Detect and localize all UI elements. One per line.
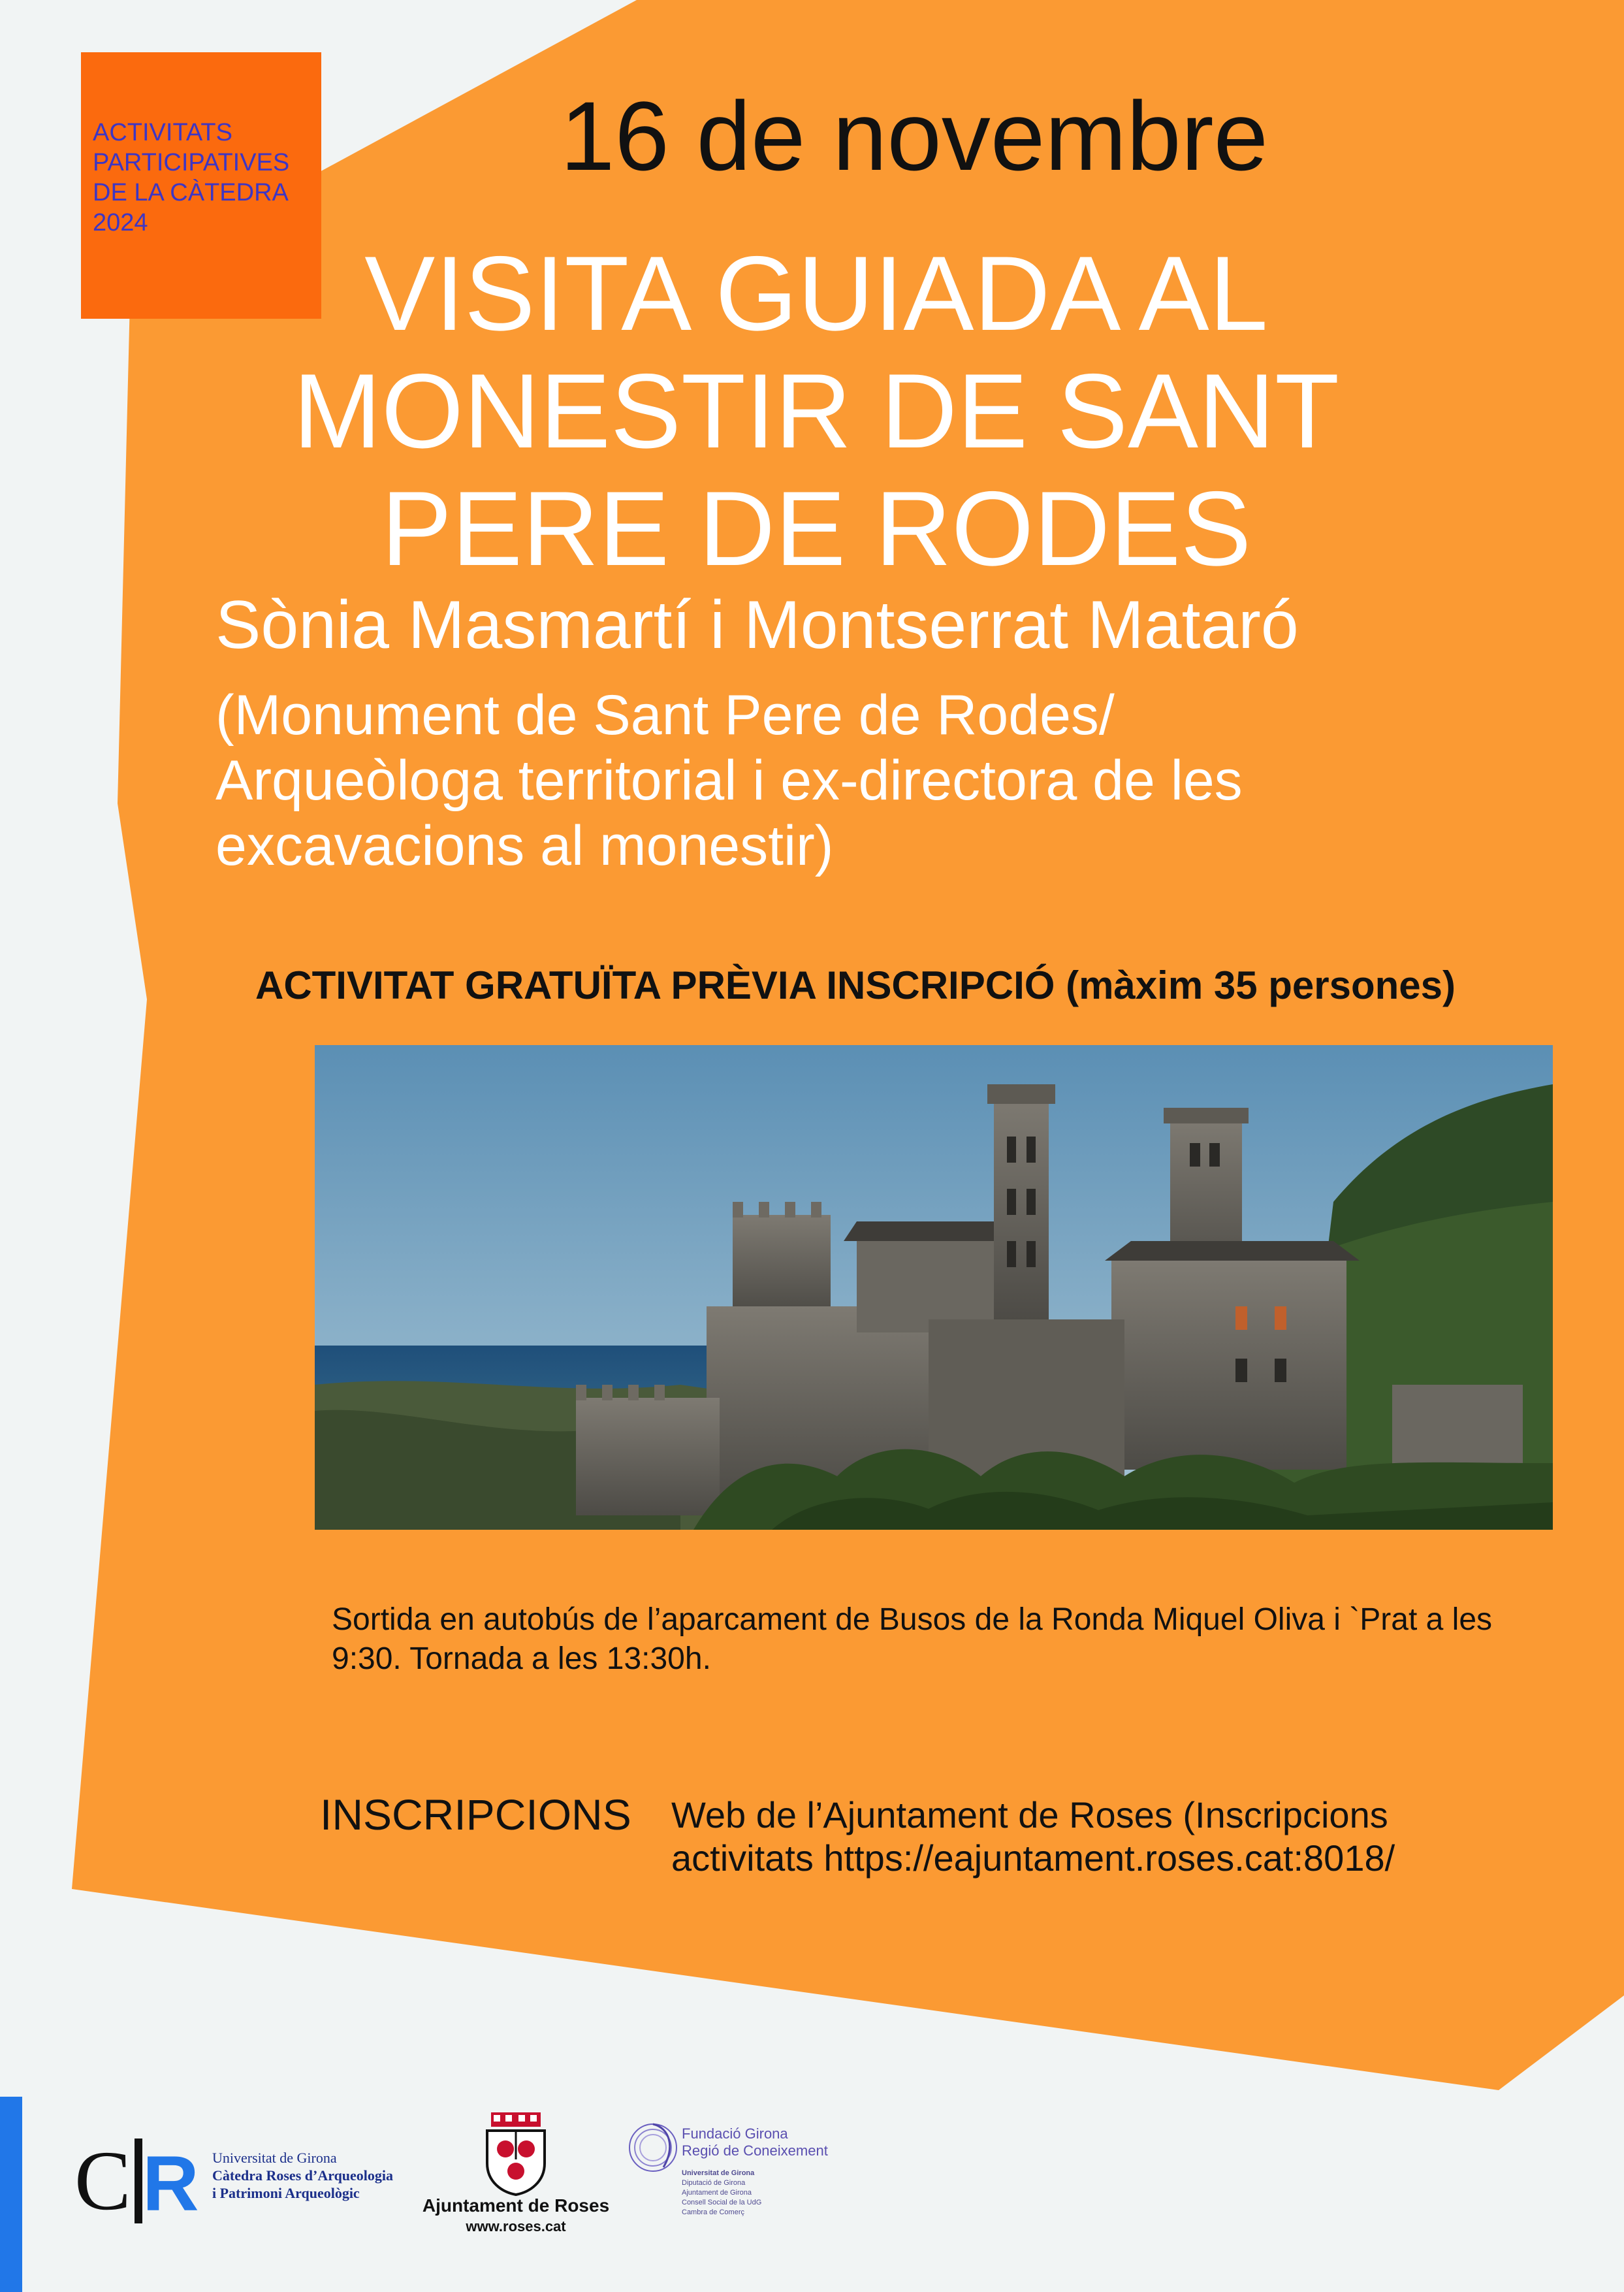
badge-line: ACTIVITATS bbox=[93, 119, 232, 146]
departure-line: Sortida en autobús de l’aparcament de Busos de la Ronda Miquel Oliva i `Prat a les bbox=[332, 1602, 1493, 1637]
inscriptions-line: Web de l’Ajuntament de Roses (Inscripcions bbox=[671, 1794, 1388, 1835]
event-title bbox=[274, 235, 1358, 588]
svg-text:C: C bbox=[74, 2134, 131, 2228]
accent-bar bbox=[0, 2097, 22, 2292]
badge-line: DE LA CÀTEDRA bbox=[93, 179, 289, 206]
title-line: VISITA GUIADA AL bbox=[364, 234, 1268, 353]
fundacio-member: Cambra de Comerç bbox=[682, 2208, 744, 2216]
badge-line: 2024 bbox=[93, 209, 148, 236]
fundacio-member: Ajuntament de Girona bbox=[682, 2189, 752, 2197]
catedra-line: i Patrimoni Arqueològic bbox=[212, 2185, 360, 2201]
roses-coat-of-arms-icon bbox=[482, 2111, 550, 2196]
affiliation-line: excavacions al monestir) bbox=[215, 815, 834, 877]
catedra-logo-icon bbox=[71, 2131, 214, 2229]
fundacio-name-line: Fundació Girona bbox=[682, 2125, 788, 2142]
fundacio-girona-name bbox=[682, 2125, 828, 2159]
catedra-line: Càtedra Roses d’Arqueologia bbox=[212, 2167, 394, 2184]
fundacio-member: Universitat de Girona bbox=[682, 2169, 755, 2177]
fundacio-member: Diputació de Girona bbox=[682, 2179, 746, 2187]
title-line: PERE DE RODES bbox=[381, 470, 1252, 588]
title-line: MONESTIR DE SANT bbox=[293, 352, 1340, 470]
catedra-logo-text bbox=[212, 2149, 393, 2202]
affiliation-line: Arqueòloga territorial i ex-directora de les bbox=[215, 749, 1243, 812]
inscriptions-label: INSCRIPCIONS bbox=[320, 1790, 631, 1839]
fundacio-girona-logo-icon bbox=[624, 2115, 683, 2180]
inscriptions-link[interactable] bbox=[671, 1794, 1395, 1880]
svg-text:R: R bbox=[142, 2140, 199, 2227]
fundacio-name-line: Regió de Coneixement bbox=[682, 2142, 828, 2159]
free-activity-notice: ACTIVITAT GRATUÏTA PRÈVIA INSCRIPCIÓ (màxim 35 persones) bbox=[255, 963, 1456, 1007]
ajuntament-roses-name: Ajuntament de Roses bbox=[422, 2195, 610, 2216]
speakers: Sònia Masmartí i Montserrat Mataró bbox=[215, 587, 1299, 663]
fundacio-girona-members bbox=[682, 2169, 761, 2218]
event-date: 16 de novembre bbox=[560, 81, 1269, 191]
inscriptions-line: activitats https://eajuntament.roses.cat:8018/ bbox=[671, 1837, 1395, 1879]
speakers-affiliation bbox=[215, 683, 1561, 879]
category-badge-text bbox=[93, 118, 328, 238]
affiliation-line: (Monument de Sant Pere de Rodes/ bbox=[215, 684, 1115, 747]
fundacio-member: Consell Social de la UdG bbox=[682, 2199, 762, 2206]
ajuntament-roses-url[interactable]: www.roses.cat bbox=[466, 2218, 566, 2235]
departure-line: 9:30. Tornada a les 13:30h. bbox=[332, 1641, 711, 1676]
badge-line: PARTICIPATIVES bbox=[93, 149, 290, 176]
departure-info bbox=[332, 1600, 1572, 1679]
catedra-line: Universitat de Girona bbox=[212, 2150, 337, 2166]
monastery-photo bbox=[315, 1045, 1553, 1530]
